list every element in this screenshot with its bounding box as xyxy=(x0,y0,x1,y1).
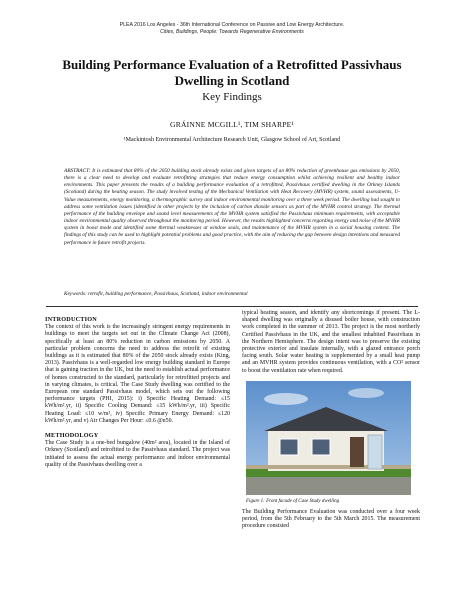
path xyxy=(246,477,411,495)
conference-line-2: Cities, Buildings, People: Towards Regenerative Environments xyxy=(160,29,304,36)
porch xyxy=(368,435,382,469)
house-photo xyxy=(246,381,411,495)
abstract: ABSTRACT: It is estimated that 80% of the 2050 building stock already exists and given targets of an 80% reduction of greenhouse gas emissions by 2050, there is a clear need to develop and evaluate retrofitting strategies that reduce energy consumption whilst achieving resilient and healthy indoor environments. This paper presents the results of a building performance evaluation of a retrofitted, Passivhaus certified dwelling in the Orkney Islands (Scotland) during the heating season. The study involved testing of the Mechanical Ventilation with Heat Recovery (MVHR) system, sound assessments, U-Value measurements, energy monitoring, a thermographic survey and indoor environmental monitoring over a three week period. The dwelling had sought to address some ventilation issues (identified in other projects by the inclusion of carbon dioxide sensors as part of the MVHR control strategy. The thermal performance of the building envelope and sound level measurements of the MVHR system satisfied the Passivhaus minimum requirements, with acceptable indoor environmental quality observed throughout the monitoring period. However, the results highlighted concerns regarding energy and noise of the MVHR system in boost mode and identified some thermal weaknesses at window seals, and maintenance of the MVHR system in a social housing context. The findings of this study can be used to highlight potential problems and good practice, with the aim of reducing the gap between design intentions and measured performance in future retrofit projects. xyxy=(64,168,400,246)
methodology-heading: METHODOLOGY xyxy=(45,432,99,440)
section-divider xyxy=(46,306,418,307)
methodology-text: The Case Study is a one-bed bungalow (40m² area), located in the Island of Orkney (Scotland) and retrofitted to the Passivhaus standard. The project was initiated to assess the actual energy performance and indoor environmental quality of the Passivhaus dwelling over a xyxy=(45,440,230,468)
introduction-continuation: typical heating season, and identify any shortcomings if present. The L-shaped dwelling was originally a disused boiler house, with construction work completed in the summer of 2013. The project is the most northerly Certified Passivhaus in the UK, and the smallest inhabited Passivhaus in the Northern Hemisphere. The design intent was to preserve the existing protective exterior and insulate internally, with a glazed entrance porch facing south. Solar water heating is supplemented by a small heat pump and an MVHR system provides continuous ventilation, with a CO² sensor to boost the ventilation rate when required. xyxy=(242,310,420,374)
right-column xyxy=(242,310,420,531)
conference-header xyxy=(0,22,464,36)
cloud xyxy=(348,388,384,398)
door xyxy=(350,437,364,467)
authors: GRÁINNE MCGILL¹, TIM SHARPE¹ xyxy=(170,120,294,129)
keywords: Keywords: retrofit, building performance, Passivhaus, Scotland, indoor environmental xyxy=(64,291,248,297)
affiliation: ¹Mackintosh Environmental Architecture Research Unit, Glasgow School of Art, Scotland xyxy=(123,137,341,143)
conference-line-1: PLEA 2016 Los Angeles - 36th International Conference on Passive and Low Energy Architecture. xyxy=(119,22,345,28)
figure-1-caption: Figure 1: Front facade of Case Study dwelling xyxy=(246,498,340,504)
window xyxy=(280,439,298,455)
introduction-text: The context of this work is the increasingly stringent energy requirements in buildings to meet the targets set out in the Climate Change Act (2008), specifically at least an 80% reduction in carbon emissions by 2050. A particular problem concerns the need to address the retrofit of existing buildings as it is estimated that 80% of the 2050 stock already exists (King, 2013). Passivhaus is a well-regarded low energy building standard in Europe that is gaining traction in the UK, but the need to establish actual performance of homes constructed to the standard, particularly for retrofitted projects and in varying climates, is critical. The Case Study dwelling was certified to the European one standard Passivhaus model, which sets out the following performance targets (PHI, 2015): i) Specific Heating Demand: ≤15 kWh/m².yr, ii) Specific Cooling Demand: ≤15 kWh/m².yr, iii) Specific Heating Load: ≤10 w/m², iv) Specific Primary Energy Demand: ≤120 kWh/m².yr, and v) Air Changes Per Hour: ≤0.6 @n50. xyxy=(45,324,230,424)
methodology-continuation: The Building Performance Evaluation was conducted over a four week period, from the 5th February to the 5th March 2015. The measurement procedure consisted xyxy=(242,509,420,530)
figure-1-photo xyxy=(246,381,411,495)
left-column xyxy=(45,316,230,469)
cloud xyxy=(264,393,308,405)
window xyxy=(312,439,330,455)
paper-title: Building Performance Evaluation of a Retrofitted Passivhaus Dwelling in Scotland xyxy=(62,57,402,88)
introduction-heading: INTRODUCTION xyxy=(45,316,97,323)
fence xyxy=(246,465,411,469)
paper-subtitle: Key Findings xyxy=(202,91,262,103)
